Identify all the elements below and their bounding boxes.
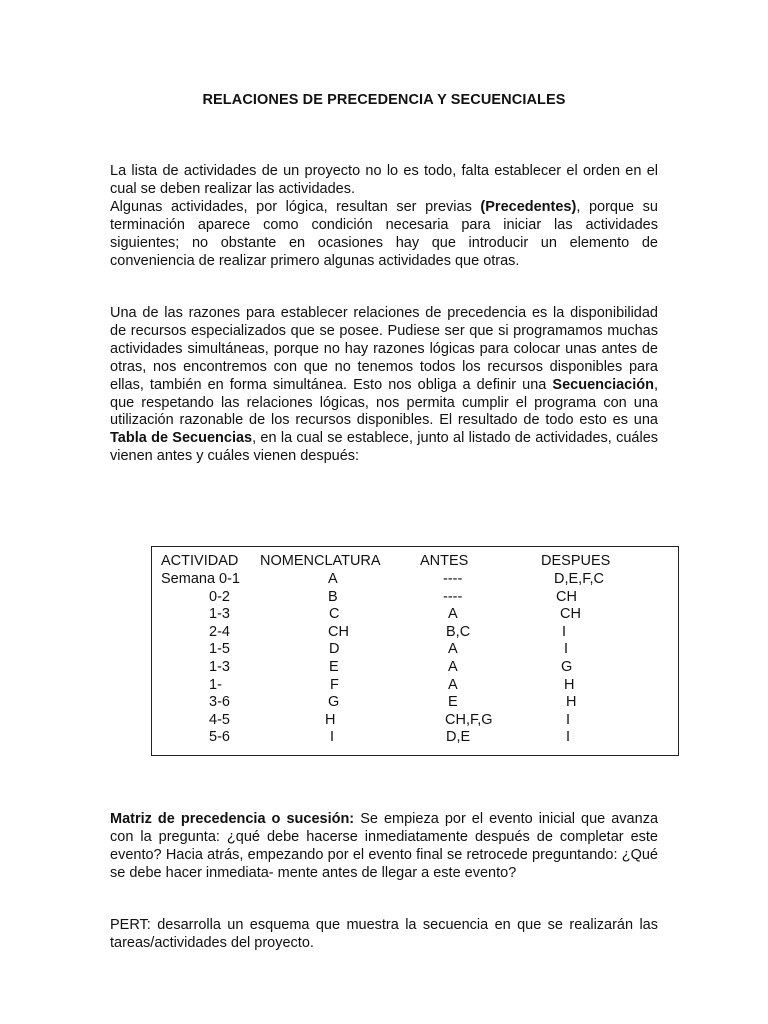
actividad-cell: 0-2 <box>209 588 230 605</box>
precedentes-term: (Precedentes) <box>480 198 577 215</box>
antes-cell: A <box>448 606 458 623</box>
nomenclatura-cell: CH <box>328 623 349 640</box>
table-row <box>152 641 678 659</box>
resources-text-2: , que respetando las relaciones lógicas, nos permita cumplir el programa con una utilización razonable de los recursos disponibles. El resultado de todo esto es una <box>110 376 658 429</box>
nomenclatura-cell: G <box>328 694 340 711</box>
nomenclatura-cell: A <box>328 571 338 587</box>
table-row <box>152 589 678 607</box>
actividad-cell: 3-6 <box>209 694 230 711</box>
sequence-table <box>151 546 679 756</box>
despues-cell: H <box>564 676 575 693</box>
despues-cell: I <box>562 623 567 640</box>
table-row <box>152 712 678 730</box>
despues-cell: I <box>564 641 569 658</box>
table-row <box>152 729 678 747</box>
antes-cell: CH,F,G <box>445 711 493 728</box>
actividad-cell: 1-3 <box>209 659 230 675</box>
table-row <box>152 571 678 589</box>
table-header-row <box>152 553 678 571</box>
nomenclatura-cell: B <box>328 588 338 605</box>
matriz-paragraph <box>110 811 658 883</box>
header-antes: ANTES <box>420 553 469 569</box>
nomenclatura-cell: F <box>330 676 339 693</box>
nomenclatura-cell: C <box>329 606 340 623</box>
nomenclatura-cell: D <box>329 641 340 658</box>
document-title: RELACIONES DE PRECEDENCIA Y SECUENCIALES <box>202 92 566 108</box>
actividad-cell: Semana 0-1 <box>161 571 240 587</box>
antes-cell: E <box>448 694 458 711</box>
pert-text: PERT: desarrolla un esquema que muestra la secuencia en que se realizarán las tareas/actividades del proyecto. <box>110 917 658 951</box>
resources-text-1: Una de las razones para establecer relaciones de precedencia es la disponibilidad de recursos especializados que se posee. Pudiese ser que si programamos muchas actividades simultáneas, porque no hay razones lógicas para colocar unas antes de otras, nos encontremos con que no tenemos todos los recursos disponibles para ellas, también en forma simultánea. Esto nos obliga a definir una <box>110 305 658 393</box>
intro-text-2: , porque su terminación aparece como condición necesaria para iniciar las actividades siguientes; no obstante en ocasiones hay que introducir un elemento de conveniencia de realizar primero algunas actividades que otras. <box>110 198 658 269</box>
antes-cell: D,E <box>446 729 471 746</box>
header-nomenclatura: NOMENCLATURA <box>260 553 381 569</box>
pert-paragraph <box>110 917 658 953</box>
despues-cell: I <box>566 729 571 746</box>
secuenciacion-term: Secuenciación <box>552 376 654 393</box>
table-row <box>152 624 678 642</box>
actividad-cell: 2-4 <box>209 623 230 640</box>
nomenclatura-cell: E <box>329 659 339 675</box>
despues-cell: G <box>561 659 573 675</box>
table-row <box>152 606 678 624</box>
header-actividad: ACTIVIDAD <box>161 553 239 569</box>
matriz-term: Matriz de precedencia o sucesión: <box>110 811 355 827</box>
antes-cell: ---- <box>443 588 463 605</box>
antes-cell: A <box>448 676 458 693</box>
nomenclatura-cell: I <box>330 729 335 746</box>
table-row <box>152 677 678 695</box>
antes-cell: A <box>448 641 458 658</box>
matriz-text: Se empieza por el evento inicial que avanza con la pregunta: ¿qué debe hacerse inmediatamente después de completar este evento? Hacia atrás, empezando por el evento final se retrocede preguntando: ¿Qué se debe hacer inmediata- mente antes de llegar a este evento? <box>110 811 659 881</box>
intro-sentence: La lista de actividades de un proyecto no lo es todo, falta establecer el orden en el cual se deben realizar las actividades. <box>110 163 658 197</box>
resources-paragraph <box>110 305 658 466</box>
despues-cell: D,E,F,C <box>554 571 604 587</box>
despues-cell: CH <box>556 588 577 605</box>
antes-cell: ---- <box>443 571 463 587</box>
actividad-cell: 1-5 <box>209 641 230 658</box>
antes-cell: B,C <box>446 623 471 640</box>
antes-cell: A <box>448 659 458 675</box>
nomenclatura-cell: H <box>325 711 336 728</box>
table-row <box>152 659 678 677</box>
actividad-cell: 4-5 <box>209 711 230 728</box>
table-row <box>152 694 678 712</box>
intro-paragraph <box>110 163 658 270</box>
header-despues: DESPUES <box>541 553 611 569</box>
intro-text-1: Algunas actividades, por lógica, resultan ser previas <box>110 198 481 215</box>
actividad-cell: 1- <box>209 676 222 693</box>
tabla-secuencias-term: Tabla de Secuencias <box>110 430 253 447</box>
despues-cell: H <box>566 694 577 711</box>
resources-text-3: , en la cual se establece, junto al listado de actividades, cuáles vienen antes y cuáles vienen después: <box>110 430 659 465</box>
actividad-cell: 5-6 <box>209 729 230 746</box>
despues-cell: I <box>566 711 571 728</box>
actividad-cell: 1-3 <box>209 606 230 623</box>
despues-cell: CH <box>560 606 581 623</box>
